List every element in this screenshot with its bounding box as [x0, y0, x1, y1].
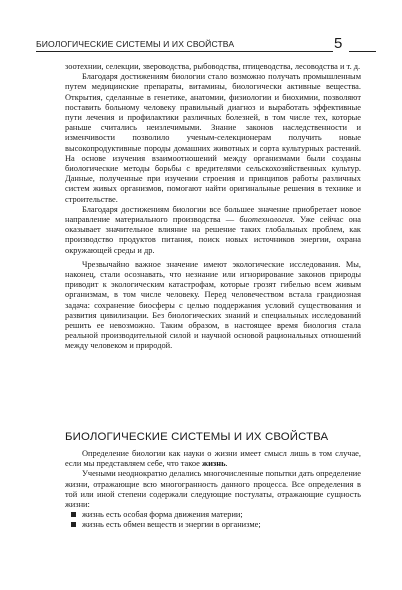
- list-item: [65, 510, 361, 520]
- square-bullet-icon: [71, 522, 76, 527]
- definition-text-after: .: [225, 459, 228, 469]
- paragraph-biotechnology: [65, 205, 361, 256]
- paragraph-attempts: Учеными неоднократно делались многочисленные попытки дать определение жизни, отражающие всю многогранность данного процесса. Все определения в той или иной степени содержали следующие постулаты, отражающие сущность жизни:: [65, 469, 361, 510]
- square-bullet-icon: [71, 512, 76, 517]
- definition-text-before: Определение биологии как науки о жизни имеет смысл лишь в том случае, если мы представляем себе, что такое: [65, 449, 361, 469]
- definition-term: жизнь: [202, 459, 226, 469]
- header-rule: [36, 51, 333, 52]
- body-text-top: [65, 62, 361, 352]
- biotech-text-after: . Уже сейчас она оказывает значительное влияние на решение таких глобальных проблем, как производство продуктов питания, поиск новых источников энергии, охрана окружающей среды и др.: [65, 215, 362, 255]
- body-text-section: [65, 449, 361, 531]
- list-item-text: жизнь есть особая форма движения материи;: [82, 510, 243, 520]
- biotech-term: биотехнология: [239, 215, 293, 225]
- list-item: [65, 520, 361, 530]
- header-rule-right: [349, 51, 376, 52]
- list-item-text: жизнь есть обмен веществ и энергии в организме;: [82, 520, 261, 530]
- paragraph-continuation: зоотехнии, селекции, звероводства, рыбоводства, птицеводства, лесоводства и т. д.: [65, 62, 361, 71]
- postulates-list: [65, 510, 361, 530]
- running-header: [36, 35, 376, 56]
- page-number: 5: [334, 35, 343, 52]
- section-title: БИОЛОГИЧЕСКИЕ СИСТЕМЫ И ИХ СВОЙСТВА: [65, 431, 329, 443]
- running-header-title: БИОЛОГИЧЕСКИЕ СИСТЕМЫ И ИХ СВОЙСТВА: [36, 39, 235, 49]
- biotech-text-before: Благодаря достижениям биологии все большее значение приобретает новое направление материального производства —: [65, 204, 361, 225]
- paragraph-achievements: Благодаря достижениям биологии стало возможно получать промышленным путем медицинские препараты, витамины, биологически активные вещества. Открытия, сделанные в генетике, анатомии, физиологии и биохимии, позволяют поставить больному человеку правильный диагноз и выработать эффективные пути лечения и профилактики различных болезней, в том числе тех, которые раньше считались неизлечимыми. Знание законов наследственности и изменчивости позволило ученым-селекционерам получить новые высокопродуктивные породы домашних животных и сорта культурных растений. На основе изучения взаимоотношений между организмами были созданы биологические методы борьбы с вредителями сельскохозяйственных культур. Данные, полученные при изучении строения и принципов работы различных систем живых организмов, помогают найти оригинальные решения в технике и строительстве.: [65, 72, 361, 204]
- paragraph-ecology: Чрезвычайно важное значение имеют экологические исследования. Мы, наконец, стали осознавать, что незнание или игнорирование законов природы приводит к экологическим катастрофам, которые грозят гибелью всем живым организмам, в том числе человеку. Перед человечеством встала грандиозная задача: сохранение биосферы с целью поддержания условий существования и развития цивилизации. Без биологических знаний и специальных исследований решить ее невозможно. Таким образом, в настоящее время биология стала реальной производительной силой и научной основой рациональных отношений между человеком и природой.: [65, 259, 361, 351]
- paragraph-definition: [65, 449, 361, 469]
